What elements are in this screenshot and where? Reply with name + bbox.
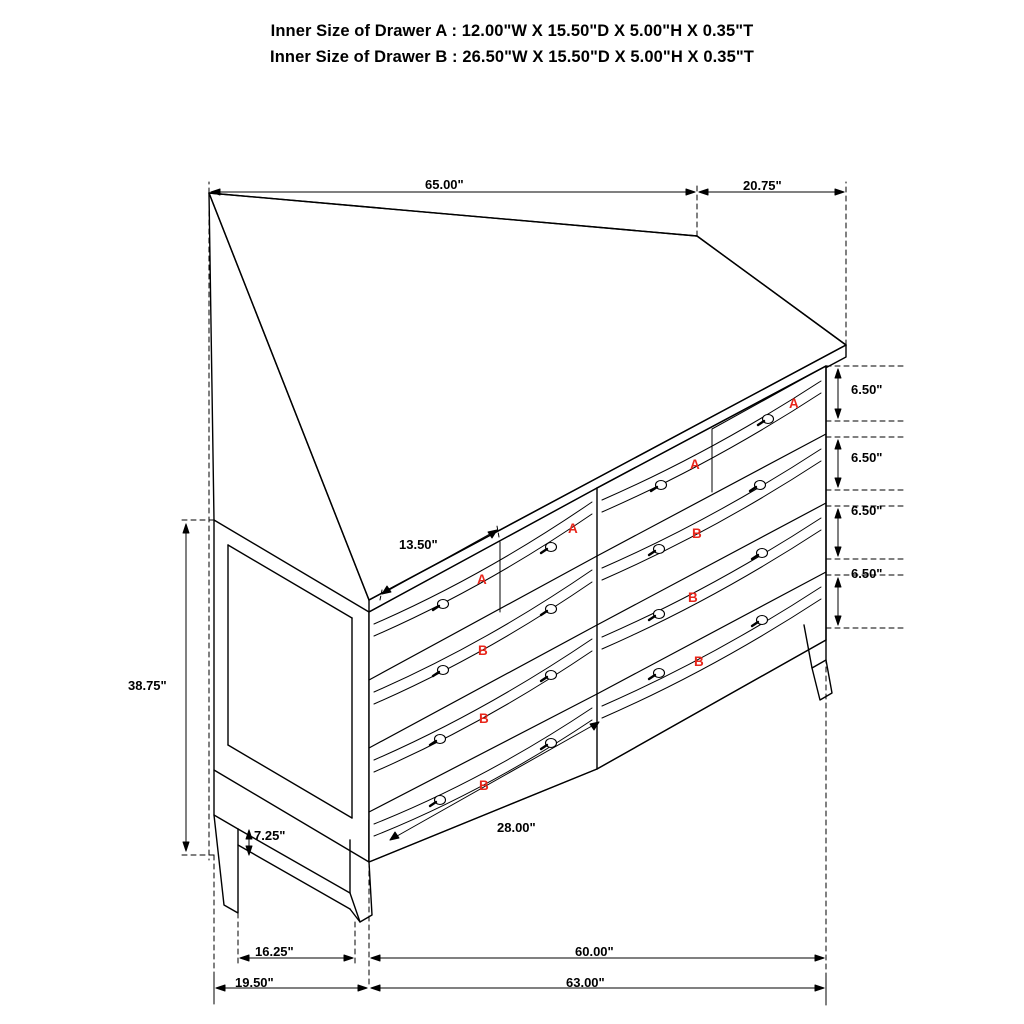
drawer-tag-b1: B (692, 526, 702, 541)
drawer-tag-b3: B (694, 654, 704, 669)
dim-front-width-inner: 60.00" (575, 944, 614, 959)
dim-front-width-outer: 63.00" (566, 975, 605, 990)
dim-drawer-height-2: 6.50" (851, 450, 883, 465)
dim-side-depth-inner: 16.25" (255, 944, 294, 959)
dim-drawer-height-4: 6.50" (851, 566, 883, 581)
drawer-tag-b2: B (688, 590, 698, 605)
drawer-tag-a4: A (477, 572, 487, 587)
drawer-tag-a1: A (789, 396, 799, 411)
header-line-drawer-b: Inner Size of Drawer B : 26.50"W X 15.50"D X 5.00"H X 0.35"T (270, 48, 754, 66)
header-line-drawer-a: Inner Size of Drawer A : 12.00"W X 15.50"D X 5.00"H X 0.35"T (270, 22, 754, 40)
drawer-tag-a2: A (690, 457, 700, 472)
dim-top-width: 65.00" (425, 177, 464, 192)
dim-overall-height: 38.75" (128, 678, 167, 693)
dim-leg-clearance: 7.25" (254, 828, 286, 843)
drawer-tag-a3: A (568, 521, 578, 536)
dim-large-drawer-width: 28.00" (497, 820, 536, 835)
dim-small-drawer-width: 13.50" (399, 537, 438, 552)
dim-drawer-height-3: 6.50" (851, 503, 883, 518)
dim-top-depth: 20.75" (743, 178, 782, 193)
drawer-tag-b5: B (479, 711, 489, 726)
dim-drawer-height-1: 6.50" (851, 382, 883, 397)
left-side-panel (214, 520, 372, 922)
drawer-tag-b6: B (479, 778, 489, 793)
drawer-tag-b4: B (478, 643, 488, 658)
dim-side-depth-outer: 19.50" (235, 975, 274, 990)
